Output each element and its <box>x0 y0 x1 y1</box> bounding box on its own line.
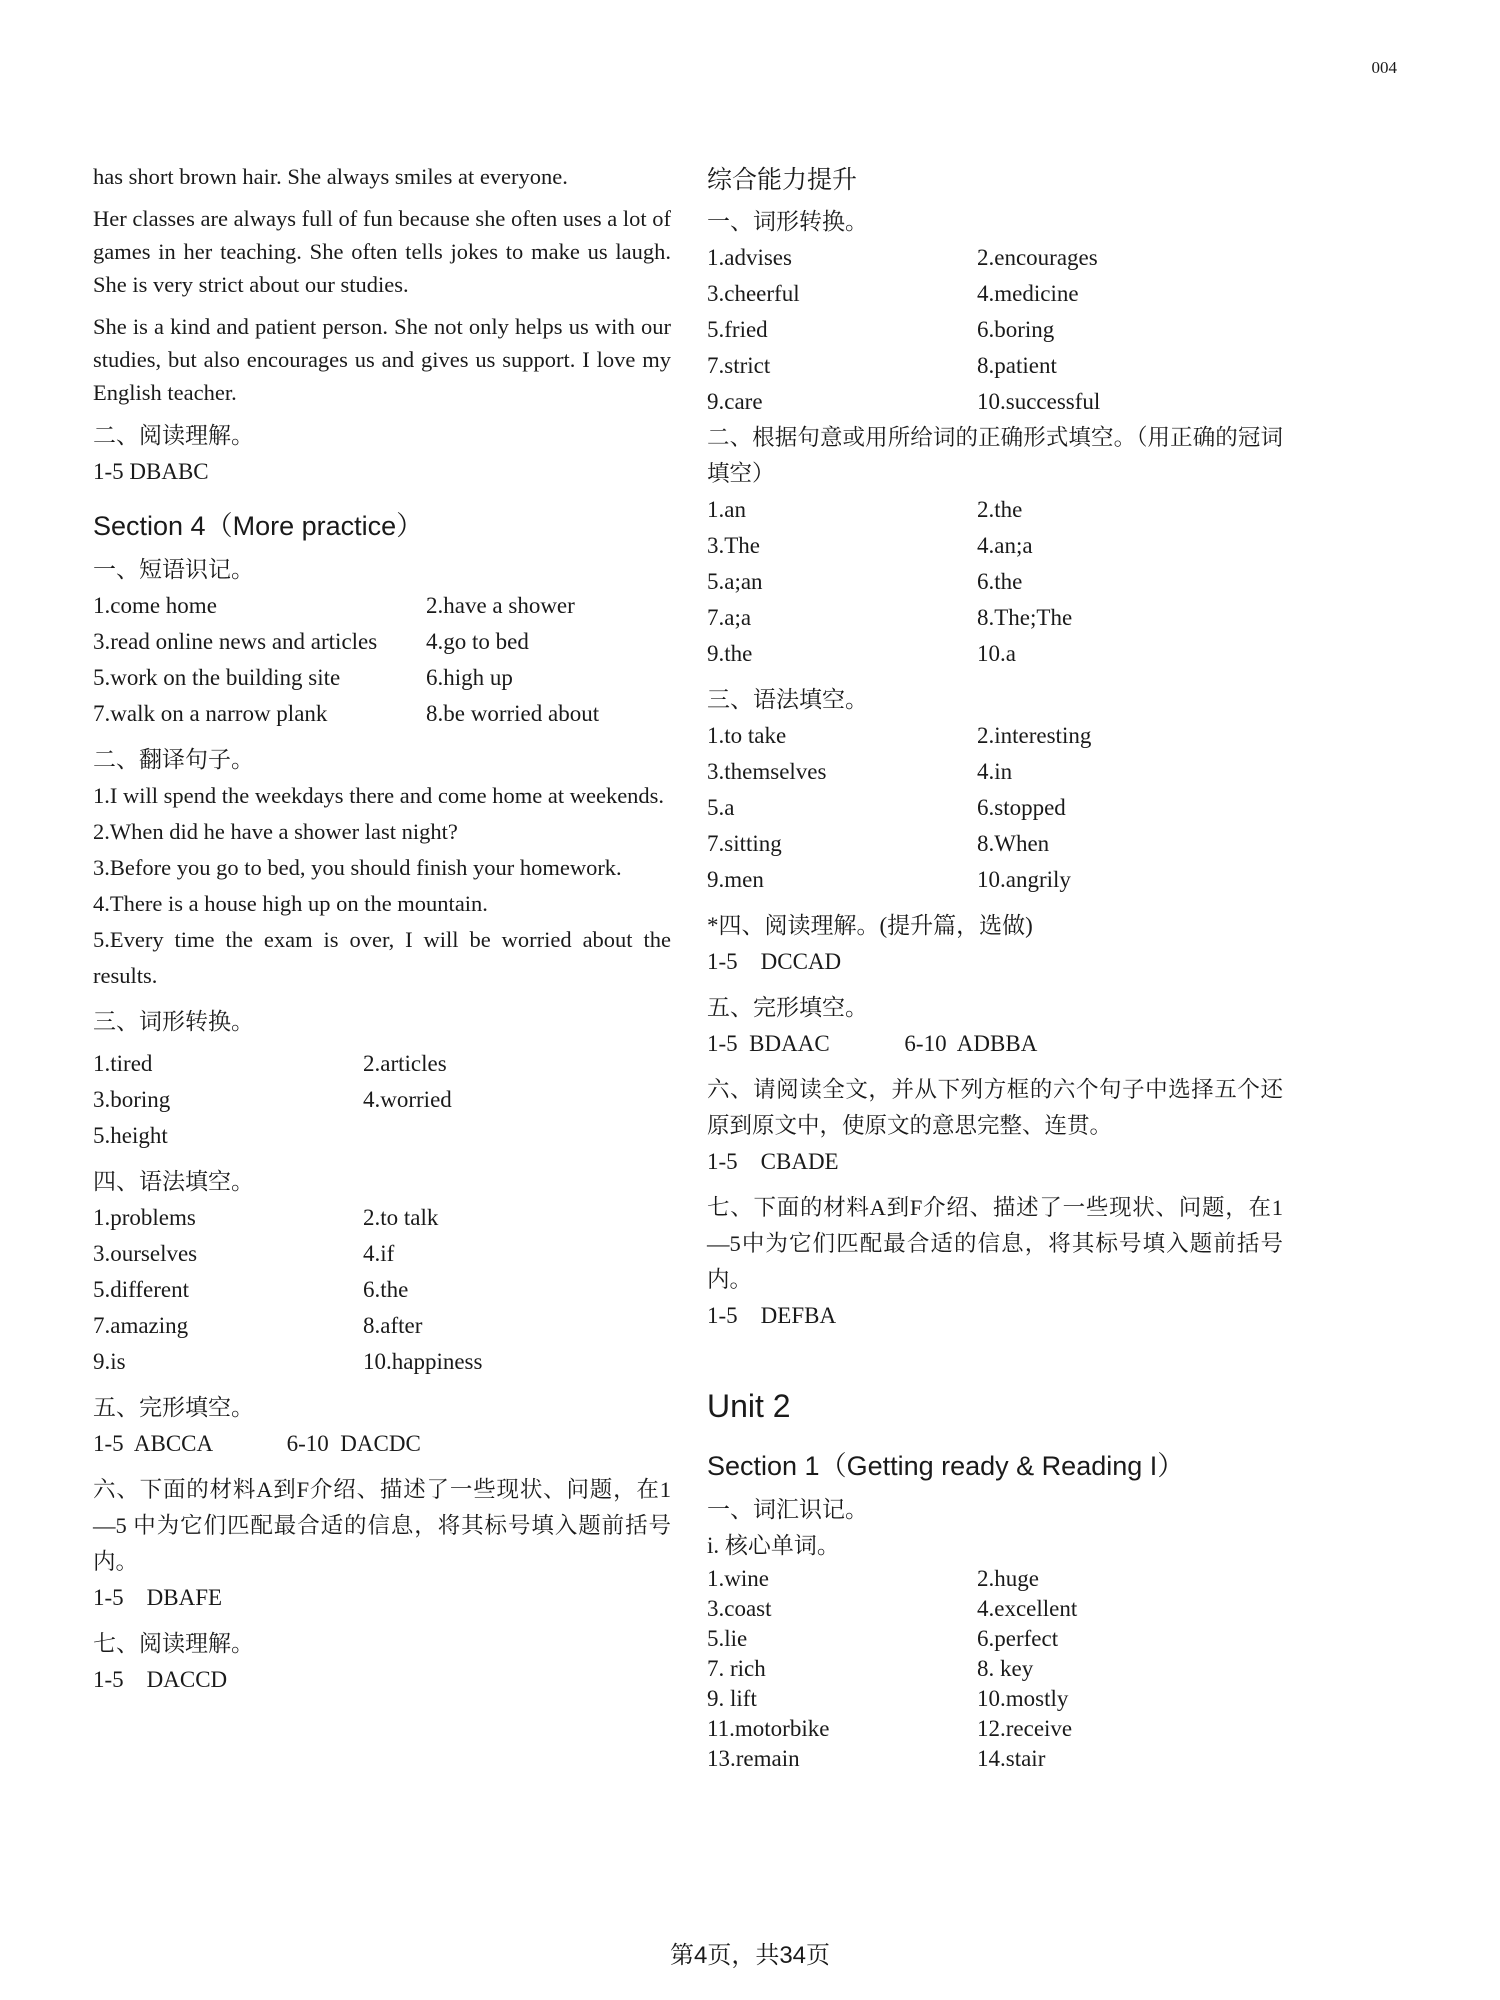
answer-item: 8. key <box>977 1656 1034 1681</box>
answer-item: 3.coast <box>707 1596 772 1621</box>
section-heading: 七、阅读理解。 <box>93 1631 254 1656</box>
answer-item: 6.the <box>977 569 1023 594</box>
answer-item: 7.amazing <box>93 1313 189 1338</box>
section-title: Section 4（More practice） <box>93 511 424 541</box>
answer-item: 4.go to bed <box>426 629 529 654</box>
reading-comprehension-1 <box>93 418 671 490</box>
answer-item: 8.after <box>363 1313 423 1338</box>
answer-item: 6.the <box>363 1277 409 1302</box>
answer-item: 8.patient <box>977 353 1057 378</box>
section-heading: 二、翻译句子。 <box>93 747 254 772</box>
answer-item: 9.care <box>707 389 763 414</box>
cloze-block <box>93 1390 671 1462</box>
section-heading: 二、根据句意或用所给词的正确形式填空。（用正确的冠词填空） <box>707 425 1283 486</box>
answer-item: 7.a;a <box>707 605 752 630</box>
answer-item: 8.be worried about <box>426 701 600 726</box>
section-heading: *四、阅读理解。(提升篇，选做) <box>707 913 1033 938</box>
subheading: i. 核心单词。 <box>707 1533 840 1558</box>
sentence-restore-block <box>707 1072 1283 1180</box>
answer-item: 7. rich <box>707 1656 766 1681</box>
section-heading: 一、词形转换。 <box>707 209 868 234</box>
answer-item: 5.fried <box>707 317 768 342</box>
section-heading: 三、词形转换。 <box>93 1009 254 1034</box>
answer-item: 5.lie <box>707 1626 748 1651</box>
left-column <box>93 160 671 1708</box>
paragraph: Her classes are always full of fun because she often uses a lot of games in her teaching. She often tells jokes to make us laugh. She is very strict about our studies. <box>93 206 671 297</box>
section-heading: 五、完形填空。 <box>707 995 868 1020</box>
answer-grid <box>93 588 671 732</box>
answer-grid <box>707 1564 1283 1774</box>
section-heading: 四、语法填空。 <box>93 1169 254 1194</box>
answer-item: 2.interesting <box>977 723 1092 748</box>
answer-item: 2.articles <box>363 1051 447 1076</box>
answer-item: 6.boring <box>977 317 1055 342</box>
answer-item: 1.advises <box>707 245 792 270</box>
answer-item: 4.medicine <box>977 281 1079 306</box>
answer-item: 2.the <box>977 497 1023 522</box>
answer-item: 10.mostly <box>977 1686 1069 1711</box>
answer-item: 5.a <box>707 795 735 820</box>
answer-sentence: 5.Every time the exam is over, I will be worried about the results. <box>93 927 671 988</box>
answer-item: 6.stopped <box>977 795 1066 820</box>
answer-line: 1-5 DCCAD <box>707 949 842 974</box>
answer-item: 5.height <box>93 1123 168 1148</box>
answer-item: 1.tired <box>93 1051 153 1076</box>
answer-line: 1-5 ABCCA 6-10 DACDC <box>93 1431 421 1456</box>
matching-block <box>707 1190 1283 1334</box>
answer-sentence: 4.There is a house high up on the mountain. <box>93 891 488 916</box>
answer-item: 4.excellent <box>977 1596 1078 1621</box>
translate-block <box>93 742 671 994</box>
section-title: 综合能力提升 <box>707 166 858 194</box>
answer-item: 9.is <box>93 1349 126 1374</box>
answer-item: 9.men <box>707 867 764 892</box>
answer-item: 1.wine <box>707 1566 769 1591</box>
answer-item: 10.happiness <box>363 1349 483 1374</box>
section-heading: 五、完形填空。 <box>93 1395 254 1420</box>
grammar-block <box>707 682 1283 898</box>
word-form-block <box>93 1004 671 1154</box>
answer-item: 1.come home <box>93 593 217 618</box>
section-heading: 一、词汇识记。 <box>707 1497 868 1522</box>
section-heading: 二、阅读理解。 <box>93 423 254 448</box>
answer-item: 2.huge <box>977 1566 1039 1591</box>
answer-item: 8.When <box>977 831 1050 856</box>
answer-item: 9. lift <box>707 1686 757 1711</box>
answer-item: 3.The <box>707 533 761 558</box>
section-heading: 一、短语识记。 <box>93 557 254 582</box>
answer-item: 7.sitting <box>707 831 782 856</box>
page-number: 004 <box>1371 58 1397 77</box>
answer-item: 2.have a shower <box>426 593 575 618</box>
answer-item: 13.remain <box>707 1746 800 1771</box>
paragraph: She is a kind and patient person. She not only helps us with our studies, but also encourages us and gives us support. I love my English teacher. <box>93 314 671 405</box>
answer-grid <box>93 1200 671 1380</box>
right-column <box>707 160 1283 1774</box>
answer-item: 4.if <box>363 1241 395 1266</box>
answer-line: 1-5 DACCD <box>93 1667 228 1692</box>
answer-line: 1-5 CBADE <box>707 1149 839 1174</box>
answer-item: 3.themselves <box>707 759 827 784</box>
articles-block <box>707 420 1283 672</box>
answer-item: 4.in <box>977 759 1013 784</box>
section-heading: 七、下面的材料A到F介绍、描述了一些现状、问题，在1—5中为它们匹配最合适的信息，将其标号填入题前括号内。 <box>707 1195 1283 1292</box>
answer-item: 14.stair <box>977 1746 1046 1771</box>
answer-item: 4.worried <box>363 1087 452 1112</box>
answer-item: 11.motorbike <box>707 1716 830 1741</box>
matching-block <box>93 1472 671 1616</box>
answer-item: 9.the <box>707 641 753 666</box>
answer-sentence: 1.I will spend the weekdays there and come home at weekends. <box>93 783 665 808</box>
answer-item: 7.strict <box>707 353 771 378</box>
reading-block <box>707 908 1283 980</box>
answer-item: 10.a <box>977 641 1016 666</box>
answer-sentence: 3.Before you go to bed, you should finish your homework. <box>93 855 622 880</box>
vocab-block <box>707 1492 1283 1774</box>
answer-item: 4.an;a <box>977 533 1033 558</box>
answer-item: 5.a;an <box>707 569 763 594</box>
answer-line: 1-5 DBAFE <box>93 1585 223 1610</box>
answer-line: 1-5 DBABC <box>93 459 209 484</box>
answer-item: 5.work on the building site <box>93 665 341 690</box>
answer-line: 1-5 BDAAC 6-10 ADBBA <box>707 1031 1038 1056</box>
cloze-block <box>707 990 1283 1062</box>
answer-item: 5.different <box>93 1277 190 1302</box>
paragraph: has short brown hair. She always smiles at everyone. <box>93 164 568 189</box>
answer-item: 10.angrily <box>977 867 1071 892</box>
answer-item: 1.to take <box>707 723 787 748</box>
word-form-block <box>707 204 1283 420</box>
answer-item: 1.an <box>707 497 746 522</box>
phrases-block <box>93 552 671 732</box>
answer-item: 3.ourselves <box>93 1241 198 1266</box>
section-heading: 三、语法填空。 <box>707 687 868 712</box>
reading-comprehension-2 <box>93 1626 671 1698</box>
answer-item: 3.boring <box>93 1087 171 1112</box>
page-footer: 第4页，共34页 <box>669 1942 831 1969</box>
answer-item: 6.perfect <box>977 1626 1059 1651</box>
section-heading: 六、下面的材料A到F介绍、描述了一些现状、问题，在1—5 中为它们匹配最合适的信息，将其标号填入题前括号内。 <box>93 1477 671 1574</box>
section-title: Section 1（Getting ready & Reading I） <box>707 1451 1185 1481</box>
answer-item: 8.The;The <box>977 605 1073 630</box>
answer-item: 6.high up <box>426 665 513 690</box>
section-heading: 六、请阅读全文，并从下列方框的六个句子中选择五个还原到原文中，使原文的意思完整、连贯。 <box>707 1077 1283 1138</box>
answer-item: 3.read online news and articles <box>93 629 378 654</box>
answer-grid <box>93 1046 671 1154</box>
answer-grid <box>707 492 1283 672</box>
answer-item: 7.walk on a narrow plank <box>93 701 328 726</box>
unit-title: Unit 2 <box>707 1388 791 1424</box>
answer-sentence: 2.When did he have a shower last night? <box>93 819 458 844</box>
grammar-block <box>93 1164 671 1380</box>
answer-item: 3.cheerful <box>707 281 800 306</box>
answer-item: 10.successful <box>977 389 1101 414</box>
answer-grid <box>707 240 1283 420</box>
answer-item: 2.encourages <box>977 245 1098 270</box>
answer-item: 12.receive <box>977 1716 1073 1741</box>
answer-line: 1-5 DEFBA <box>707 1303 837 1328</box>
answer-grid <box>707 718 1283 898</box>
answer-item: 1.problems <box>93 1205 196 1230</box>
answer-item: 2.to talk <box>363 1205 439 1230</box>
